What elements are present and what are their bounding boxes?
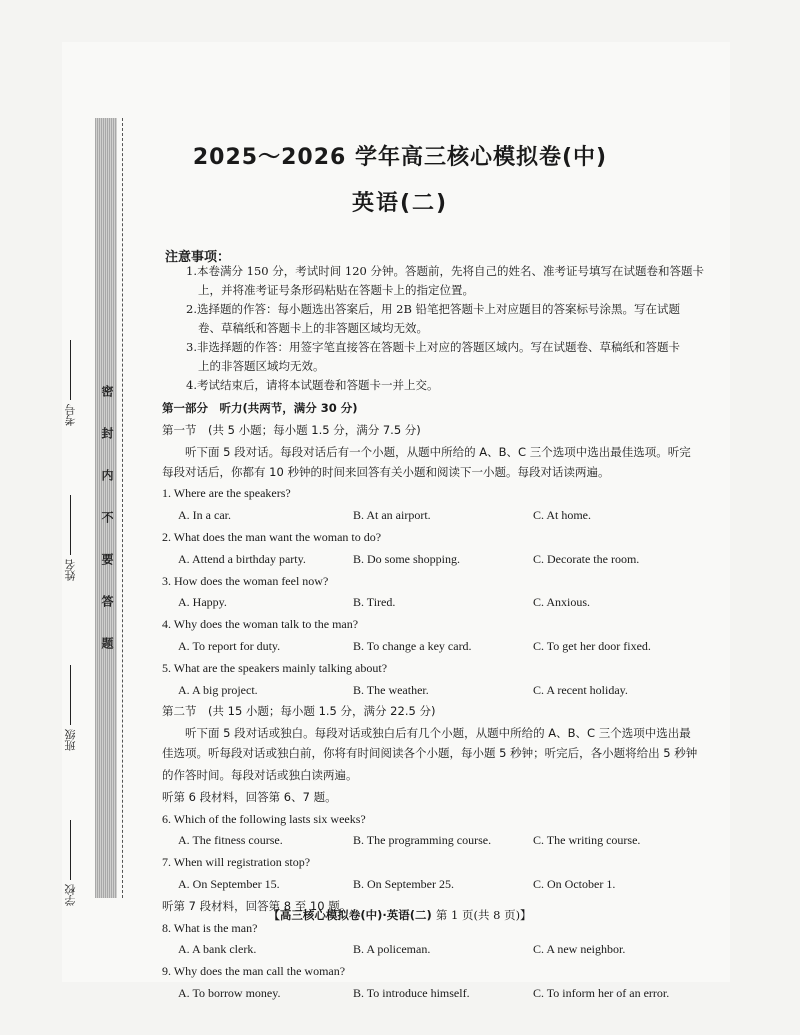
option-a[interactable]: A. To borrow money. [178, 985, 281, 1000]
option-c[interactable]: C. The writing course. [533, 833, 641, 848]
option-c[interactable]: C. To get her door fixed. [533, 638, 651, 653]
question-options [162, 874, 722, 896]
school-field [62, 820, 80, 906]
question-stem: 5. What are the speakers mainly talking about? [162, 660, 388, 675]
notice-item: 4.考试结束后，请将本试题卷和答题卡一并上交。 [186, 378, 439, 392]
notice-item: 上的非答题区域均无效。 [198, 359, 325, 373]
option-c[interactable]: C. Decorate the room. [533, 551, 640, 566]
footer-label: 【高三核心模拟卷(中)·英语(二) [268, 908, 432, 922]
question-options [162, 549, 722, 571]
option-c[interactable]: C. To inform her of an error. [533, 985, 670, 1000]
option-b[interactable]: B. The programming course. [353, 833, 492, 848]
binding-cut-line [122, 118, 123, 898]
sec2-instruction-cont: 的作答时间。每段对话或独白读两遍。 [162, 767, 358, 782]
exam-no-label: 考号 [64, 404, 77, 426]
option-c[interactable]: C. Anxious. [533, 595, 591, 610]
question-options [162, 830, 722, 852]
option-b[interactable]: B. The weather. [353, 682, 429, 697]
notice-item: 上，并将准考证号条形码粘贴在答题卡上的指定位置。 [198, 283, 474, 297]
sec2-instruction: 听下面 5 段对话或独白。每段对话或独白后有几个小题，从题中所给的 A、B、C 三个选项中选出最 [185, 726, 691, 741]
name-line[interactable] [71, 495, 72, 555]
school-label: 学校 [64, 884, 77, 906]
option-b[interactable]: B. To change a key card. [353, 638, 472, 653]
option-a[interactable]: A. To report for duty. [178, 638, 281, 653]
option-a[interactable]: A. Attend a birthday party. [178, 551, 306, 566]
question-options [162, 592, 722, 614]
class-label: 班级 [64, 729, 77, 751]
question-options [162, 636, 722, 658]
option-b[interactable]: B. Do some shopping. [353, 551, 461, 566]
option-a[interactable]: A. A big project. [178, 682, 258, 697]
option-b[interactable]: B. On September 25. [353, 876, 454, 891]
option-c[interactable]: C. At home. [533, 508, 592, 523]
exam-no-line[interactable] [71, 340, 72, 400]
sec1-instruction: 听下面 5 段对话。每段对话后有一个小题，从题中所给的 A、B、C 三个选项中选出最佳选项。听完 [185, 444, 691, 459]
notice-item: 1.本卷满分 150 分，考试时间 120 分钟。答题前，先将自己的姓名、准考证号填写在试题卷和答题卡 [186, 264, 704, 278]
school-line[interactable] [71, 820, 72, 880]
sec1-heading: 第一节 (共 5 小题；每小题 1.5 分，满分 7.5 分) [162, 422, 421, 437]
option-c[interactable]: C. A new neighbor. [533, 942, 626, 957]
option-c[interactable]: C. On October 1. [533, 876, 616, 891]
exam-no-field [62, 340, 80, 426]
question-stem: 8. What is the man? [162, 920, 258, 935]
notice-list [186, 262, 706, 395]
sec2-instruction-cont: 佳选项。听每段对话或独白前，你将有时间阅读各个小题，每小题 5 秒钟；听完后，各小题将给出 5 秒钟 [162, 746, 698, 761]
question-stem: 4. Why does the woman talk to the man? [162, 617, 359, 632]
option-a[interactable]: A. In a car. [178, 508, 231, 523]
option-b[interactable]: B. Tired. [353, 595, 396, 610]
option-b[interactable]: B. A policeman. [353, 942, 431, 957]
sec2-heading: 第二节 (共 15 小题；每小题 1.5 分，满分 22.5 分) [162, 704, 436, 719]
page-footer [0, 907, 800, 923]
question-options [162, 505, 722, 527]
question-options [162, 680, 722, 702]
notice-item: 2.选择题的作答：每小题选出答案后，用 2B 铅笔把答题卡上对应题目的答案标号涂黑。写在试题 [186, 302, 681, 316]
question-options [162, 983, 722, 1005]
part1-heading: 第一部分 听力(共两节，满分 30 分) [162, 401, 358, 415]
exam-subtitle: 英语(二) [351, 191, 449, 216]
option-b[interactable]: B. To introduce himself. [353, 985, 470, 1000]
notice-item: 3.非选择题的作答：用签字笔直接答在答题卡上对应的答题区域内。写在试题卷、草稿纸和答题卡 [186, 340, 680, 354]
exam-title: 2025～2026 学年高三核心模拟卷(中) [192, 145, 608, 170]
question-stem: 7. When will registration stop? [162, 855, 311, 870]
sec1-instruction-cont: 每段对话后，你都有 10 秒钟的时间来回答有关小题和阅读下一小题。每段对话读两遍。 [162, 464, 610, 479]
question-stem: 9. Why does the man call the woman? [162, 964, 346, 979]
question-stem: 2. What does the man want the woman to do? [162, 529, 382, 544]
notice-item: 卷、草稿纸和答题卡上的非答题区域均无效。 [198, 321, 428, 335]
question-stem: 6. Which of the following lasts six weeks? [162, 811, 366, 826]
question-stem: 1. Where are the speakers? [162, 486, 291, 501]
name-label: 姓名 [64, 559, 77, 581]
option-a[interactable]: A. Happy. [178, 595, 227, 610]
option-a[interactable]: A. A bank clerk. [178, 942, 257, 957]
name-field [62, 495, 80, 581]
material-7-note: 听第 7 段材料，回答第 8 至 10 题。 [162, 898, 352, 913]
option-a[interactable]: A. The fitness course. [178, 833, 283, 848]
option-b[interactable]: B. At an airport. [353, 508, 431, 523]
class-line[interactable] [71, 665, 72, 725]
seal-notice: 密封内不要答题 [100, 385, 114, 679]
material-6-note: 听第 6 段材料，回答第 6、7 题。 [162, 789, 337, 804]
question-options [162, 939, 722, 961]
option-a[interactable]: A. On September 15. [178, 876, 280, 891]
page-number: 第 1 页(共 8 页)】 [435, 908, 532, 922]
class-field [62, 665, 80, 751]
notice-heading: 注意事项： [165, 250, 231, 265]
option-c[interactable]: C. A recent holiday. [533, 682, 628, 697]
question-stem: 3. How does the woman feel now? [162, 573, 329, 588]
